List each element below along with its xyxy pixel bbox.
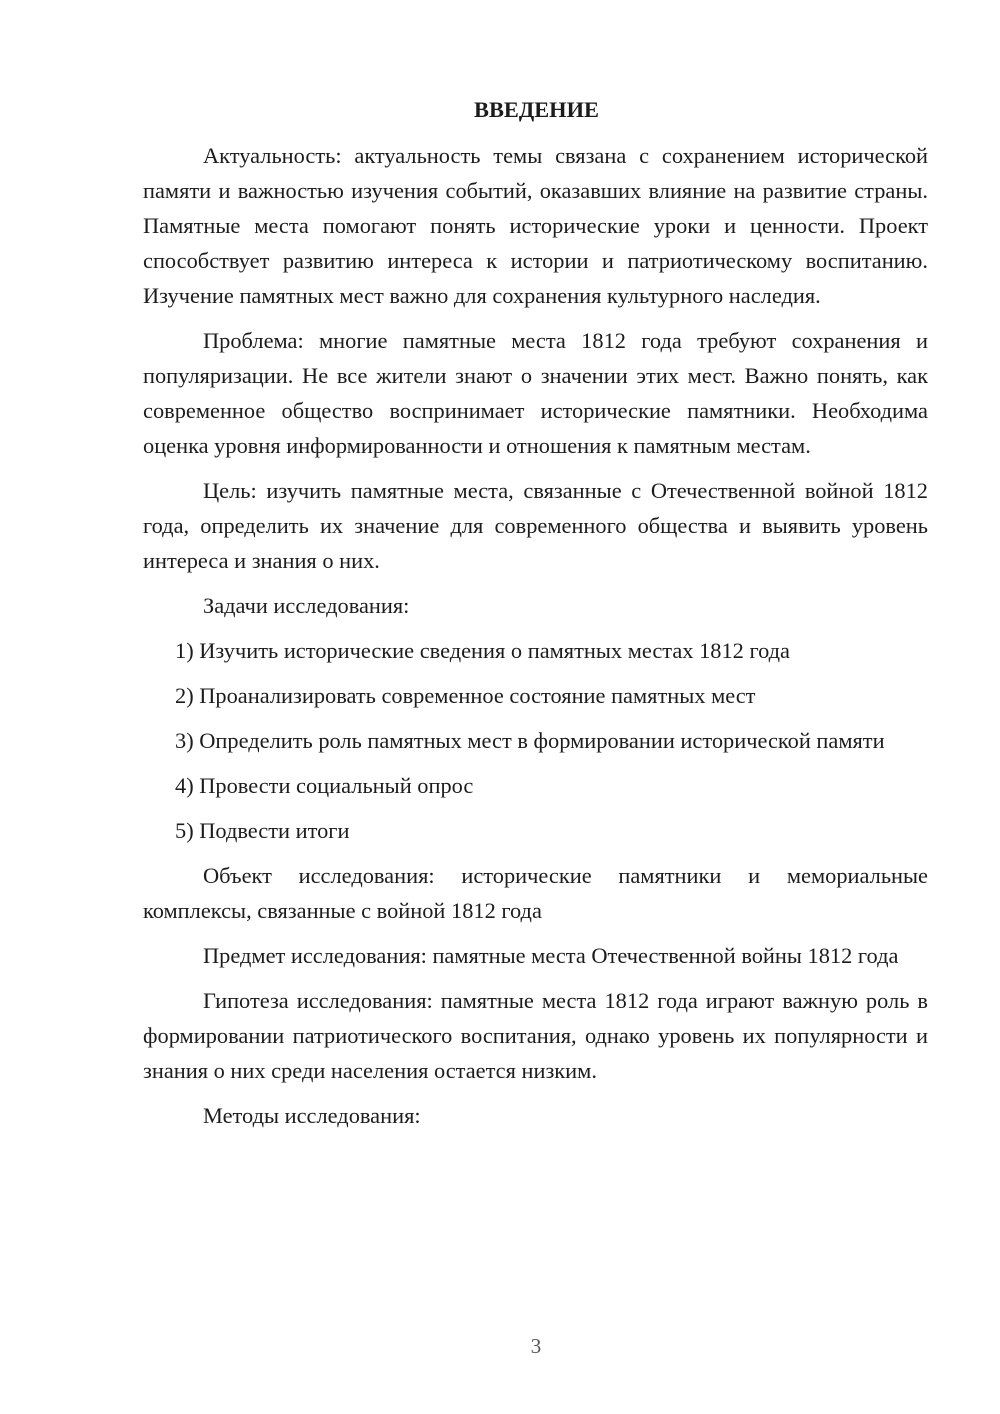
goal-paragraph: Цель: изучить памятные места, связанные с Отечественной войной 1812 года, определить их значение для современного общества и выявить уровень интереса и знания о них. bbox=[143, 478, 928, 573]
task-item-5: 5) Подвести итоги bbox=[175, 818, 350, 843]
task-item-1: 1) Изучить исторические сведения о памятных местах 1812 года bbox=[175, 638, 790, 663]
task-item-3: 3) Определить роль памятных мест в формировании исторической памяти bbox=[175, 728, 885, 753]
object-paragraph: Объект исследования: исторические памятники и мемориальные комплексы, связанные с войной 1812 года bbox=[143, 863, 928, 923]
tasks-heading: Задачи исследования: bbox=[203, 593, 410, 618]
document-title: ВВЕДЕНИЕ bbox=[474, 97, 599, 122]
relevance-paragraph: Актуальность: актуальность темы связана с сохранением исторической памяти и важностью изучения событий, оказавших влияние на развитие страны. Памятные места помогают понять исторические уроки и ценности. Проект способствует развитию интереса к истории и патриотическому воспитанию. Изучение памятных мест важно для сохранения культурного наследия. bbox=[143, 143, 928, 308]
problem-paragraph: Проблема: многие памятные места 1812 года требуют сохранения и популяризации. Не все жители знают о значении этих мест. Важно понять, как современное общество воспринимает исторические памятники. Необходима оценка уровня информированности и отношения к памятным местам. bbox=[143, 328, 928, 458]
hypothesis-paragraph: Гипотеза исследования: памятные места 1812 года играют важную роль в формировании патриотического воспитания, однако уровень их популярности и знания о них среди населения остается низким. bbox=[143, 988, 928, 1083]
page-number: 3 bbox=[530, 1334, 542, 1358]
document-page bbox=[143, 95, 928, 1143]
task-item-2: 2) Проанализировать современное состояние памятных мест bbox=[175, 683, 756, 708]
methods-heading: Методы исследования: bbox=[203, 1103, 421, 1128]
task-item-4: 4) Провести социальный опрос bbox=[175, 773, 474, 798]
subject-paragraph: Предмет исследования: памятные места Отечественной войны 1812 года bbox=[203, 943, 899, 968]
